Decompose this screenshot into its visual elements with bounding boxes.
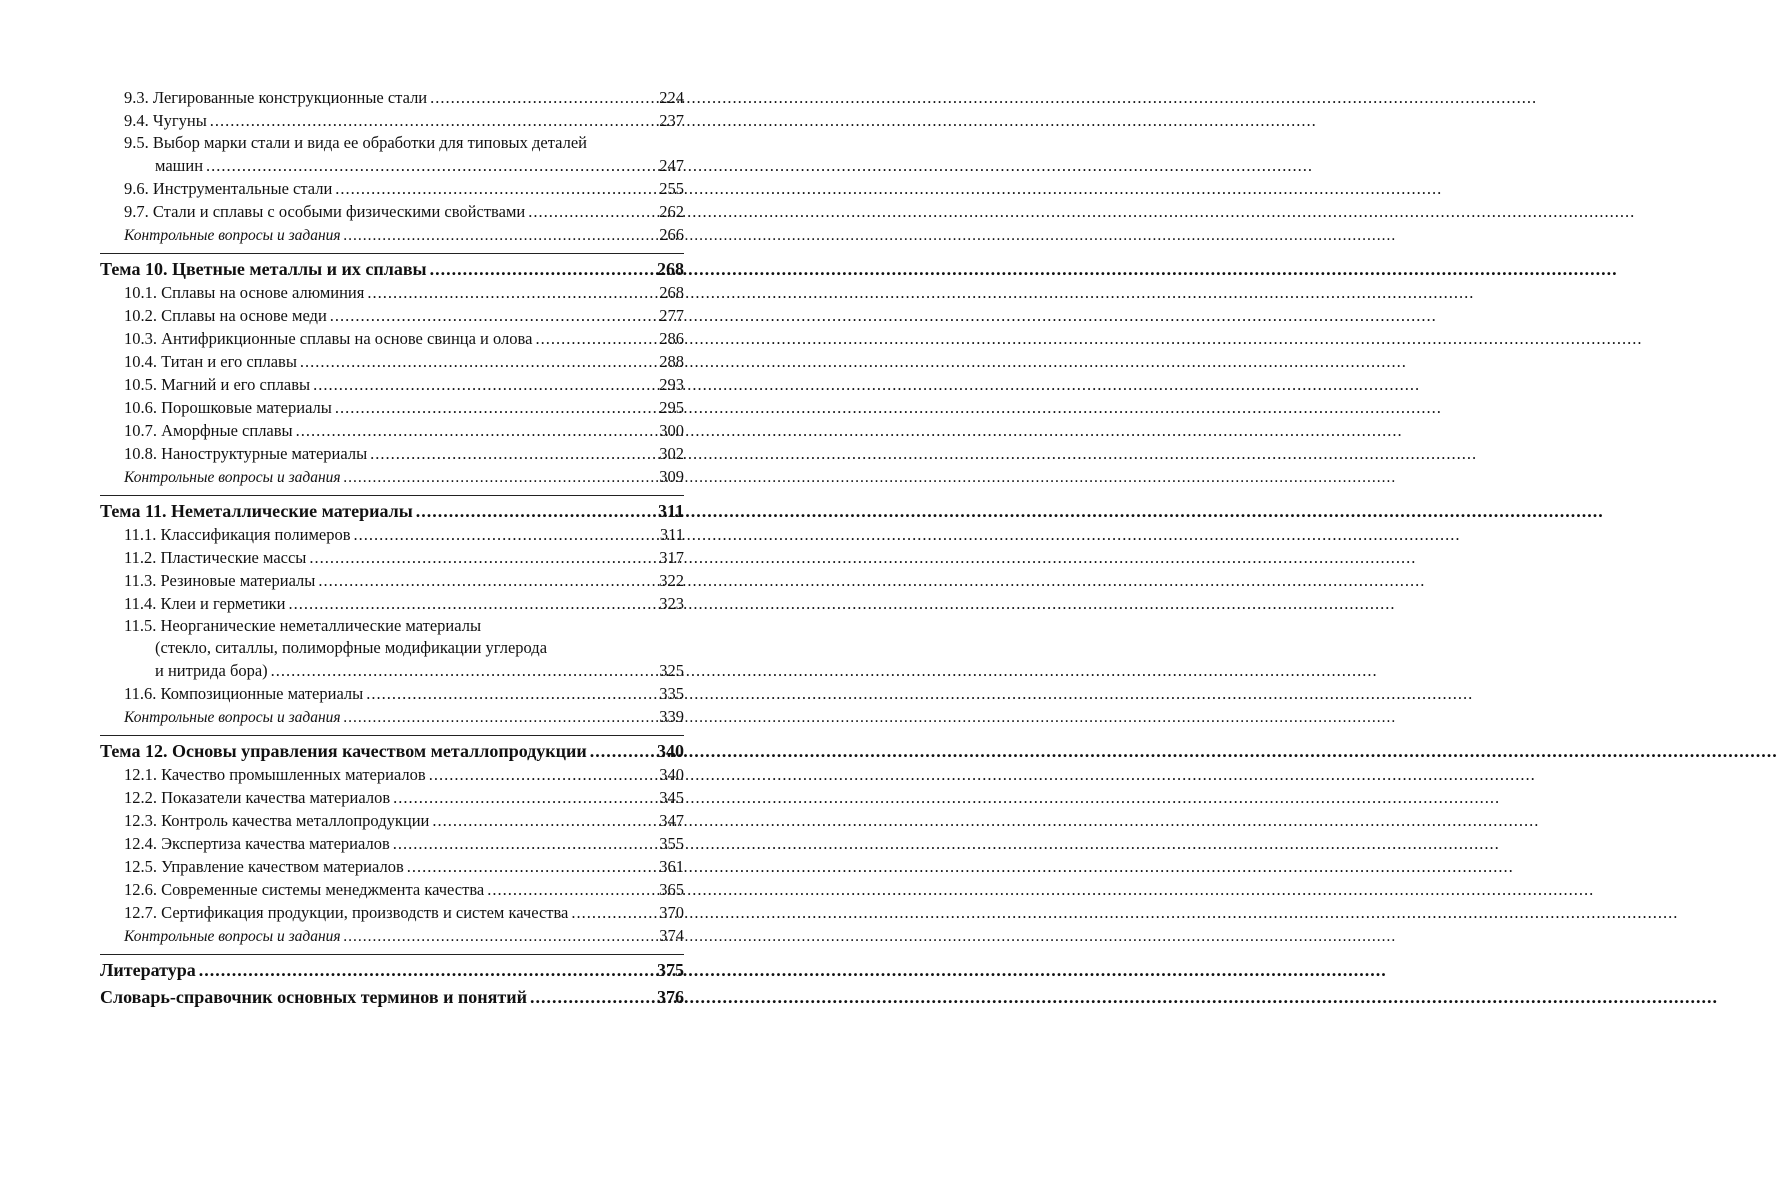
toc-theme-title: Словарь-справочник основных терминов и понятий <box>100 987 527 1007</box>
dot-leader <box>313 373 656 396</box>
toc-entry-12-2[interactable] <box>100 786 684 809</box>
toc-entry-11-5[interactable] <box>100 615 684 682</box>
dot-leader <box>429 763 657 786</box>
dot-leader <box>335 177 656 200</box>
divider <box>100 253 684 254</box>
toc-entry-page: 293 <box>659 375 684 394</box>
toc-entry-title: 9.7. Стали и сплавы с особыми физическими свойствами <box>124 202 526 221</box>
dot-leader <box>354 523 657 546</box>
toc-entry-page: 335 <box>659 684 684 703</box>
toc-entry-10-2[interactable] <box>100 304 684 327</box>
toc-theme-page: 340 <box>657 741 684 761</box>
toc-theme-title: Тема 10. Цветные металлы и их сплавы <box>100 259 427 279</box>
toc-entry-questions-9[interactable] <box>100 223 684 247</box>
toc-theme-page: 311 <box>657 501 684 521</box>
toc-entry-page: 340 <box>659 765 684 784</box>
toc-entry-page: 339 <box>659 707 684 726</box>
toc-entry-questions-11[interactable] <box>100 705 684 729</box>
toc-entry-page: 300 <box>659 421 684 440</box>
toc-entry-title-line: 11.5. Неорганические неметаллические материалы <box>124 616 482 635</box>
toc-entry-page: 311 <box>659 525 684 544</box>
toc-entry-last-line <box>124 659 684 682</box>
toc-entry-page: 288 <box>659 352 684 371</box>
toc-entry-title: 10.8. Наноструктурные материалы <box>124 444 368 463</box>
toc-entry-10-6[interactable] <box>100 396 684 419</box>
divider <box>100 735 684 736</box>
toc-entry-10-7[interactable] <box>100 419 684 442</box>
toc-entry-title: 12.7. Сертификация продукции, производств и систем качества <box>124 903 569 922</box>
toc-entry-page: 317 <box>659 548 684 567</box>
toc-entry-title: 12.5. Управление качеством материалов <box>124 857 404 876</box>
toc-entry-10-4[interactable] <box>100 350 684 373</box>
dot-leader <box>199 958 654 982</box>
toc-entry-title: 10.2. Сплавы на основе меди <box>124 306 327 325</box>
toc-entry-page: 277 <box>659 306 684 325</box>
dot-leader <box>344 925 657 948</box>
dot-leader <box>309 546 656 569</box>
toc-entry-page: 302 <box>659 444 684 463</box>
toc-theme-page: 268 <box>657 259 684 279</box>
toc-entry-title: 11.6. Композиционные материалы <box>124 684 364 703</box>
dot-leader <box>210 109 656 132</box>
divider <box>100 954 684 955</box>
toc-entry-title: 11.4. Клеи и герметики <box>124 594 286 613</box>
toc-entry-page: 237 <box>659 111 684 130</box>
dot-leader <box>271 659 657 682</box>
toc-entry-questions-10[interactable] <box>100 465 684 489</box>
toc-entry-page: 309 <box>659 467 684 486</box>
dot-leader <box>300 350 656 373</box>
dot-leader <box>318 569 656 592</box>
toc-entry-12-6[interactable] <box>100 878 684 901</box>
toc-entry-title: 10.1. Сплавы на основе алюминия <box>124 283 365 302</box>
toc-entry-title-line: и нитрида бора) <box>155 661 268 680</box>
toc-entry-title: 10.4. Титан и его сплавы <box>124 352 297 371</box>
toc-entry-title: 12.1. Качество промышленных материалов <box>124 765 426 784</box>
toc-entry-page: 355 <box>659 834 684 853</box>
dot-leader <box>535 327 656 350</box>
toc-entry-questions-12[interactable] <box>100 924 684 948</box>
toc-entry-title: 12.6. Современные системы менеджмента качества <box>124 880 485 899</box>
toc-theme-10[interactable] <box>100 257 684 281</box>
dot-leader <box>296 419 657 442</box>
toc-entry-title: 11.1. Классификация полимеров <box>124 525 351 544</box>
dot-leader <box>430 86 656 109</box>
dot-leader <box>393 832 657 855</box>
toc-entry-11-2[interactable] <box>100 546 684 569</box>
toc-entry-page: 247 <box>659 156 684 175</box>
dot-leader <box>366 682 656 705</box>
toc-entry-title-line: (стекло, ситаллы, полиморфные модификации углерода <box>155 638 548 657</box>
dot-leader <box>430 257 654 281</box>
toc-theme-page: 376 <box>657 987 684 1007</box>
toc-entry-page: 286 <box>659 329 684 348</box>
toc-entry-title: 9.4. Чугуны <box>124 111 207 130</box>
toc-entry-title: 11.3. Резиновые материалы <box>124 571 316 590</box>
toc-literature[interactable] <box>100 958 684 982</box>
divider <box>100 495 684 496</box>
toc-entry-page: 295 <box>659 398 684 417</box>
toc-entry-10-8[interactable] <box>100 442 684 465</box>
dot-leader <box>393 786 656 809</box>
toc-entry-9-7[interactable] <box>100 200 684 223</box>
dot-leader <box>370 442 656 465</box>
toc-entry-page: 266 <box>659 225 684 244</box>
toc-entry-page: 365 <box>659 880 684 899</box>
toc-entry-12-3[interactable] <box>100 809 684 832</box>
toc-entry-page: 345 <box>659 788 684 807</box>
toc-entry-9-4[interactable] <box>100 109 684 132</box>
toc-entry-title-line: машин <box>155 156 204 175</box>
toc-entry-title-line: 9.5. Выбор марки стали и вида ее обработки для типовых деталей <box>124 133 587 152</box>
toc-entry-10-5[interactable] <box>100 373 684 396</box>
dot-leader <box>330 304 656 327</box>
toc-entry-page: 325 <box>659 661 684 680</box>
dot-leader <box>344 224 657 247</box>
dot-leader <box>407 855 656 878</box>
toc-entry-title: 10.6. Порошковые материалы <box>124 398 332 417</box>
toc-entry-page: 224 <box>659 88 684 107</box>
dot-leader <box>487 878 656 901</box>
toc-entry-title: 11.2. Пластические массы <box>124 548 307 567</box>
toc-entry-title: Контрольные вопросы и задания <box>124 928 341 945</box>
dot-leader <box>344 706 657 729</box>
dot-leader <box>590 739 654 763</box>
toc-entry-last-line <box>124 154 684 177</box>
toc-entry-page: 374 <box>659 926 684 945</box>
toc-theme-title: Тема 12. Основы управления качеством металлопродукции <box>100 741 587 761</box>
dot-leader <box>367 281 656 304</box>
toc-entry-12-4[interactable] <box>100 832 684 855</box>
dot-leader <box>416 499 655 523</box>
dot-leader <box>335 396 656 419</box>
toc-entry-12-1[interactable] <box>100 763 684 786</box>
dot-leader <box>530 985 654 1009</box>
toc-entry-10-1[interactable] <box>100 281 684 304</box>
toc-entry-10-3[interactable] <box>100 327 684 350</box>
toc-entry-title: 12.2. Показатели качества материалов <box>124 788 391 807</box>
dot-leader <box>289 592 657 615</box>
toc-entry-title: 10.5. Магний и его сплавы <box>124 375 311 394</box>
toc-entry-12-5[interactable] <box>100 855 684 878</box>
toc-entry-page: 322 <box>659 571 684 590</box>
dot-leader <box>344 466 657 489</box>
toc-entry-12-7[interactable] <box>100 901 684 924</box>
toc-entry-page: 262 <box>659 202 684 221</box>
toc-entry-9-6[interactable] <box>100 177 684 200</box>
table-of-contents <box>100 86 684 1009</box>
toc-entry-title: 10.3. Антифрикционные сплавы на основе свинца и олова <box>124 329 533 348</box>
toc-entry-title: 12.3. Контроль качества металлопродукции <box>124 811 430 830</box>
toc-entry-title: Контрольные вопросы и задания <box>124 469 341 486</box>
toc-entry-title: 12.4. Экспертиза качества материалов <box>124 834 390 853</box>
toc-entry-11-6[interactable] <box>100 682 684 705</box>
toc-entry-11-1[interactable] <box>100 523 684 546</box>
toc-entry-page: 255 <box>659 179 684 198</box>
toc-entry-title: Контрольные вопросы и задания <box>124 709 341 726</box>
toc-entry-page: 268 <box>659 283 684 302</box>
toc-glossary[interactable] <box>100 985 684 1009</box>
toc-theme-page: 375 <box>657 960 684 980</box>
toc-entry-11-3[interactable] <box>100 569 684 592</box>
toc-entry-title: 10.7. Аморфные сплавы <box>124 421 293 440</box>
toc-entry-page: 370 <box>659 903 684 922</box>
toc-entry-page: 323 <box>659 594 684 613</box>
toc-theme-12[interactable] <box>100 739 684 763</box>
toc-entry-title: Контрольные вопросы и задания <box>124 227 341 244</box>
toc-entry-page: 347 <box>659 811 684 830</box>
toc-entry-title: 9.6. Инструментальные стали <box>124 179 333 198</box>
toc-entry-9-3[interactable] <box>100 86 684 109</box>
toc-page <box>0 0 782 1200</box>
dot-leader <box>432 809 656 832</box>
dot-leader <box>571 901 656 924</box>
toc-theme-title: Тема 11. Неметаллические материалы <box>100 501 413 521</box>
toc-theme-title: Литература <box>100 960 196 980</box>
toc-entry-page: 361 <box>659 857 684 876</box>
toc-entry-9-5[interactable] <box>100 132 684 177</box>
dot-leader <box>528 200 656 223</box>
dot-leader <box>206 154 656 177</box>
toc-entry-11-4[interactable] <box>100 592 684 615</box>
toc-entry-title: 9.3. Легированные конструкционные стали <box>124 88 428 107</box>
toc-theme-11[interactable] <box>100 499 684 523</box>
